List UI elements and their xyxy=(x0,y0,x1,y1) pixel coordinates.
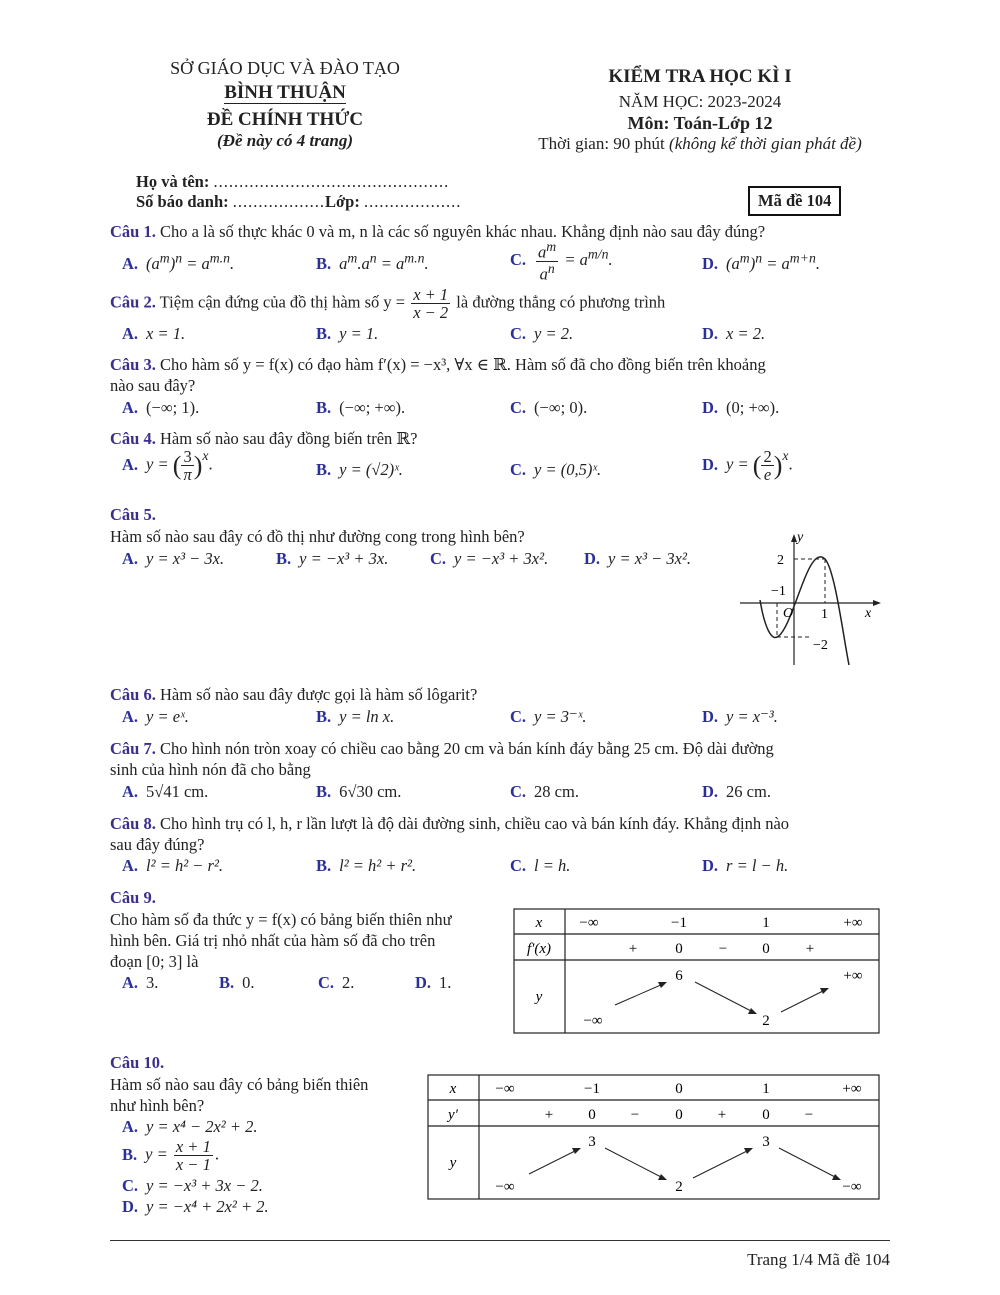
q9-sign-2: − xyxy=(718,941,728,957)
q7-stem xyxy=(110,739,774,759)
q3-label: Câu 3. xyxy=(110,355,156,374)
q3-text1: Cho hàm số y = f(x) có đạo hàm f′(x) = −x³, ∀x ∈ ℝ. Hàm số đã cho đồng biến trên khoảng xyxy=(159,355,766,374)
q2-stem xyxy=(110,286,665,322)
q3-options xyxy=(122,398,922,422)
q10-option-a[interactable]: A. y = x⁴ − 2x² + 2. xyxy=(122,1117,258,1136)
cubic-curve xyxy=(760,557,849,665)
q9-x-val-0: −∞ xyxy=(579,915,599,931)
page-footer: Trang 1/4 Mã đề 104 xyxy=(747,1250,890,1269)
q10-sign-6: − xyxy=(804,1107,814,1123)
q4-option-b[interactable]: B. y = (√2)ˣ. xyxy=(316,460,403,479)
y-axis-label: y xyxy=(797,530,804,545)
q5-text: Hàm số nào sau đây có đồ thị như đường cong trong hình bên? xyxy=(110,527,525,546)
footer-divider xyxy=(110,1240,890,1241)
q10-sign-2: − xyxy=(630,1107,640,1123)
q7-text2: sinh của hình nón đã cho bằng xyxy=(110,760,311,779)
x-axis-arrow xyxy=(873,600,881,606)
q7-options xyxy=(122,782,922,806)
q10-sign-0: + xyxy=(544,1107,554,1123)
q10-sign-4: + xyxy=(717,1107,727,1123)
q9-option-d[interactable]: D. 1. xyxy=(415,973,452,992)
q9-y-val-3: +∞ xyxy=(843,968,863,984)
subject: Môn: Toán-Lớp 12 xyxy=(627,113,773,133)
q10-option-b[interactable]: B. y = $\frac{x + 1}{x - 1}$ . xyxy=(122,1137,219,1175)
q9-text1: Cho hàm số đa thức y = f(x) có bảng biến thiên như xyxy=(110,910,452,929)
header-left xyxy=(150,58,420,151)
x-axis-label: x xyxy=(865,606,872,621)
q9-text3: đoạn [0; 3] là xyxy=(110,952,199,971)
q10-sign-1: 0 xyxy=(588,1107,596,1123)
q9-y-val-1: 6 xyxy=(675,968,683,984)
q10-y-val-2: 2 xyxy=(675,1179,683,1195)
class-label: Lớp: xyxy=(325,192,360,211)
province-name: BÌNH THUẬN xyxy=(224,82,346,103)
tick-label-2: 2 xyxy=(777,553,784,568)
q4-option-c[interactable]: C. y = (0,5)ˣ. xyxy=(510,460,602,479)
q2-fraction: $\frac{x + 1}{x - 2}$ xyxy=(413,285,449,323)
q6-options xyxy=(122,707,922,731)
q7-option-c[interactable]: C. 28 cm. xyxy=(510,782,579,801)
school-year: NĂM HỌC: 2023-2024 xyxy=(618,92,782,111)
q7-label: Câu 7. xyxy=(110,739,156,758)
q7-option-d[interactable]: D. 26 cm. xyxy=(702,782,771,801)
origin-label: O xyxy=(783,606,794,621)
class-dots[interactable]: ................... xyxy=(363,192,462,211)
q10-x-val-3: 1 xyxy=(762,1081,770,1097)
q3-stem xyxy=(110,355,766,375)
q3-option-a[interactable]: A. (−∞; 1). xyxy=(122,398,200,417)
pages-note: (Đề này có 4 trang) xyxy=(217,131,353,150)
name-label: Họ và tên: xyxy=(136,172,210,191)
q10-y-val-0: −∞ xyxy=(495,1179,515,1195)
id-label: Số báo danh: xyxy=(136,192,229,211)
q3-option-c[interactable]: C. (−∞; 0). xyxy=(510,398,588,417)
q10-y-label: y xyxy=(449,1155,457,1171)
q1-stem xyxy=(110,222,765,242)
time-line xyxy=(510,134,890,154)
time-main: Thời gian: 90 phút xyxy=(538,134,670,153)
q10-sign-3: 0 xyxy=(675,1107,683,1123)
q6-option-a[interactable]: A. y = eˣ. xyxy=(122,707,189,726)
q9-y-label: y xyxy=(535,989,543,1005)
q4-label: Câu 4. xyxy=(110,429,156,448)
q5-options xyxy=(122,549,742,573)
q10-y-val-3: 3 xyxy=(762,1134,770,1150)
q8-text1: Cho hình trụ có l, h, r lần lượt là độ dài đường sinh, chiều cao và bán kính đáy. Khẳng định nào xyxy=(159,814,790,833)
q10-deriv-label: y′ xyxy=(448,1107,458,1123)
q5-option-c[interactable]: C. y = −x³ + 3x². xyxy=(430,549,549,568)
q9-option-a[interactable]: A. 3. xyxy=(122,973,159,992)
q5-option-a[interactable]: A. y = x³ − 3x. xyxy=(122,549,225,568)
q5-option-b[interactable]: B. y = −x³ + 3x. xyxy=(276,549,389,568)
q10-x-val-1: −1 xyxy=(584,1081,600,1097)
q10-x-label: x xyxy=(449,1081,457,1097)
q2-options xyxy=(122,324,922,348)
q3-text2: nào sau đây? xyxy=(110,376,196,395)
official-label: ĐỀ CHÍNH THỨC xyxy=(206,109,364,130)
q9-sign-3: 0 xyxy=(762,941,770,957)
tick-label-m1: −1 xyxy=(771,584,786,599)
q2-label: Câu 2. xyxy=(110,292,156,312)
q3-option-d[interactable]: D. (0; +∞). xyxy=(702,398,780,417)
q10-y-val-4: −∞ xyxy=(842,1179,862,1195)
q6-option-c[interactable]: C. y = 3⁻ˣ. xyxy=(510,707,587,726)
q1-text: Cho a là số thực khác 0 và m, n là các số nguyên khác nhau. Khẳng định nào sau đây đúng? xyxy=(159,222,766,241)
q4-option-d[interactable]: D. y = ( $\frac{2}{e}$ )$^x$. xyxy=(702,447,793,485)
q2-option-a[interactable]: A. x = 1. xyxy=(122,324,186,343)
q8-label: Câu 8. xyxy=(110,814,156,833)
q9-y-val-2: 2 xyxy=(762,1013,770,1029)
q1-option-a[interactable]: A. $(a^m)^n = a^{m.n}$. xyxy=(122,250,235,273)
q7-option-a[interactable]: A. 5√41 cm. xyxy=(122,782,209,801)
q3-option-b[interactable]: B. (−∞; +∞). xyxy=(316,398,406,417)
q10-x-val-0: −∞ xyxy=(495,1081,515,1097)
q9-sign-0: + xyxy=(628,941,638,957)
q2-text-after: là đường thẳng có phương trình xyxy=(456,292,666,312)
q5-option-d[interactable]: D. y = x³ − 3x². xyxy=(584,549,692,568)
q10-option-d[interactable]: D. y = −x⁴ + 2x² + 2. xyxy=(122,1197,269,1216)
q8-option-a[interactable]: A. l² = h² − r². xyxy=(122,856,224,875)
q9-text2: hình bên. Giá trị nhỏ nhất của hàm số đã cho trên xyxy=(110,931,436,950)
q4-options xyxy=(122,448,922,496)
q9-option-b[interactable]: B. 0. xyxy=(219,973,255,992)
q6-text: Hàm số nào sau đây được gọi là hàm số lôgarit? xyxy=(159,685,478,704)
q1-option-d[interactable]: D. $(a^m)^n = a^{m+n}$. xyxy=(702,250,820,273)
q9-option-c[interactable]: C. 2. xyxy=(318,973,355,992)
exam-title: KIỂM TRA HỌC KÌ I xyxy=(608,66,792,87)
q7-text1: Cho hình nón tròn xoay có chiều cao bằng 20 cm và bán kính đáy bằng 25 cm. Độ dài đường xyxy=(159,739,774,758)
q9-x-val-2: 1 xyxy=(762,915,770,931)
q9-sign-1: 0 xyxy=(675,941,683,957)
tick-label-1: 1 xyxy=(821,607,828,622)
header-right xyxy=(510,66,890,154)
q6-option-b[interactable]: B. y = ln x. xyxy=(316,707,395,726)
tick-label-m2: −2 xyxy=(813,638,828,653)
q10-label: Câu 10. xyxy=(110,1053,165,1072)
q8-option-c[interactable]: C. l = h. xyxy=(510,856,571,875)
q2-text-before: Tiệm cận đứng của đồ thị hàm số y = xyxy=(159,292,406,312)
q4-option-a[interactable]: A. y = ( $\frac{3}{\pi}$ )$^x$. xyxy=(122,447,213,485)
time-note: (không kể thời gian phát đề) xyxy=(669,134,862,153)
q8-option-b[interactable]: B. l² = h² + r². xyxy=(316,856,417,875)
q10-x-val-2: 0 xyxy=(675,1081,683,1097)
q4-stem xyxy=(110,429,417,449)
q9-sign-4: + xyxy=(805,941,815,957)
dept-name: SỞ GIÁO DỤC VÀ ĐÀO TẠO xyxy=(170,58,400,78)
q2-option-b[interactable]: B. y = 1. xyxy=(316,324,379,343)
q6-label: Câu 6. xyxy=(110,685,156,704)
q8-options xyxy=(122,856,922,880)
q6-option-d[interactable]: D. y = x⁻³. xyxy=(702,707,778,726)
q6-stem xyxy=(110,685,477,705)
q8-text2: sau đây đúng? xyxy=(110,835,205,854)
q8-stem xyxy=(110,814,789,834)
q9-options xyxy=(122,973,512,997)
q9-y-val-0: −∞ xyxy=(583,1013,603,1029)
q5-label: Câu 5. xyxy=(110,505,156,524)
q10-option-c[interactable]: C. y = −x³ + 3x − 2. xyxy=(122,1176,263,1195)
q9-x-val-1: −1 xyxy=(671,915,687,931)
name-dots[interactable]: .............................................. xyxy=(213,172,450,191)
q2-option-c[interactable]: C. y = 2. xyxy=(510,324,574,343)
q10-variation-table xyxy=(427,1074,881,1202)
q10-text1: Hàm số nào sau đây có bảng biến thiên xyxy=(110,1075,369,1094)
q4-text: Hàm số nào sau đây đồng biến trên ℝ? xyxy=(159,429,418,448)
q9-variation-table xyxy=(513,908,881,1036)
q1-option-b[interactable]: B. $a^m.a^n = a^{m.n}$. xyxy=(316,250,429,273)
student-name-line xyxy=(136,172,449,192)
q10-sign-5: 0 xyxy=(762,1107,770,1123)
q1-label: Câu 1. xyxy=(110,222,156,241)
q9-x-val-3: +∞ xyxy=(843,915,863,931)
q10-y-val-1: 3 xyxy=(588,1134,596,1150)
q1-option-c[interactable]: C. $\frac{a^m}{a^n}$ = $a^{m/n}$. xyxy=(510,239,613,284)
q9-x-label: x xyxy=(535,915,543,931)
student-id-line xyxy=(136,192,461,212)
id-dots[interactable]: .................. xyxy=(232,192,326,211)
exam-code-box: Mã đề 104 xyxy=(748,186,841,216)
q7-option-b[interactable]: B. 6√30 cm. xyxy=(316,782,402,801)
q1-options xyxy=(122,239,922,284)
q5-graph xyxy=(735,525,885,670)
q2-option-d[interactable]: D. x = 2. xyxy=(702,324,766,343)
q10-x-val-4: +∞ xyxy=(842,1081,862,1097)
q9-label: Câu 9. xyxy=(110,888,156,907)
q9-deriv-label: f′(x) xyxy=(526,941,552,957)
q8-option-d[interactable]: D. r = l − h. xyxy=(702,856,789,875)
q10-text2: như hình bên? xyxy=(110,1096,205,1115)
